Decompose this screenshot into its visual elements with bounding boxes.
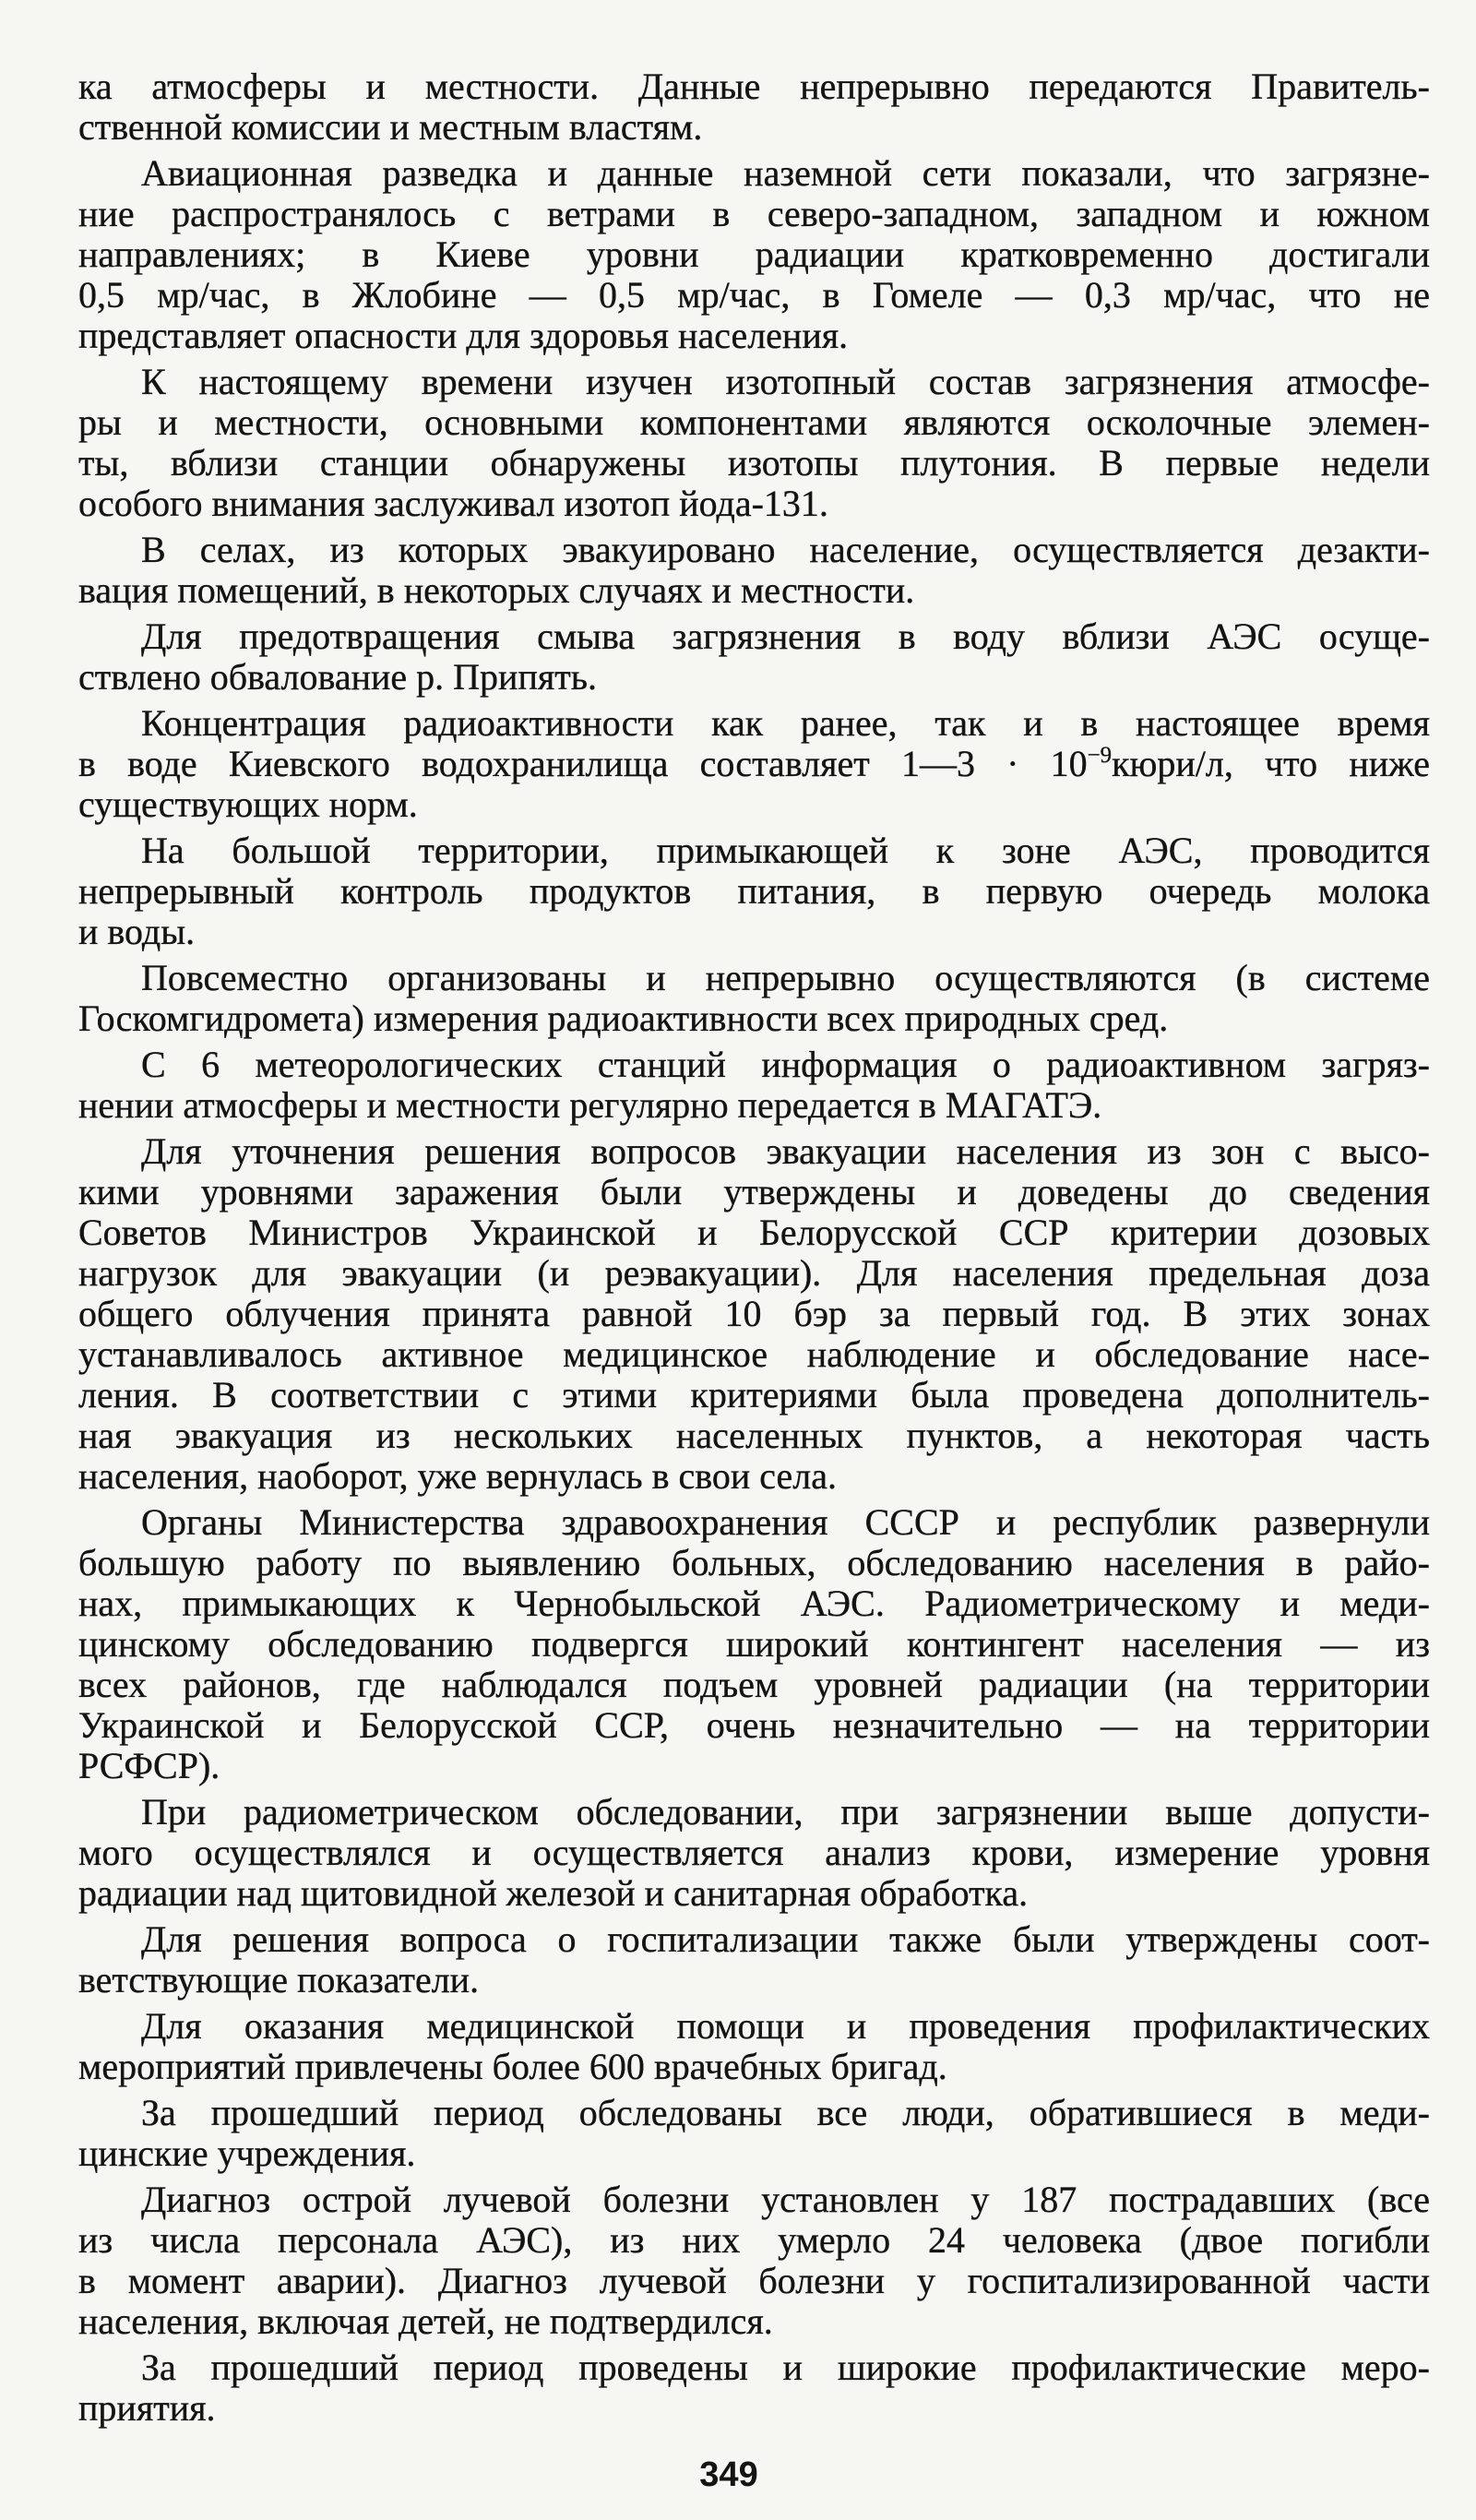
text-line: Диагноз острой лучевой болезни установлен у 187 пострадавших (все xyxy=(141,2179,1430,2220)
text-line: РСФСР). xyxy=(78,1745,220,1786)
text-line: нах, примыкающих к Чернобыльской АЭС. Радиометрическому и меди- xyxy=(78,1582,1430,1624)
paragraph xyxy=(78,830,1430,952)
body-text xyxy=(78,66,1430,2429)
text-line: К настоящему времени изучен изотопный состав загрязнения атмосфе- xyxy=(141,361,1430,402)
text-line: непрерывный контроль продуктов питания, в первую очередь молока xyxy=(78,870,1430,912)
paragraph xyxy=(78,1045,1430,1126)
text-line: В селах, из которых эвакуировано население, осуществляется дезакти- xyxy=(141,529,1430,570)
paragraph xyxy=(78,703,1430,825)
paragraph xyxy=(78,616,1430,698)
text-line: всех районов, где наблюдался подъем уровней радиации (на территории xyxy=(78,1664,1430,1705)
paragraph xyxy=(78,2006,1430,2087)
paragraph xyxy=(78,958,1430,1039)
text-segment: кюри/л, что ниже xyxy=(1112,743,1430,784)
text-line: Авиационная разведка и данные наземной сети показали, что загрязне- xyxy=(141,152,1430,194)
text-line: Для решения вопроса о госпитализации также были утверждены соот- xyxy=(141,1918,1430,1960)
text-line: направлениях; в Киеве уровни радиации кратковременно достигали xyxy=(78,233,1430,275)
text-line: Украинской и Белорусской ССР, очень незначительно — на территории xyxy=(78,1704,1430,1746)
text-line: На большой территории, примыкающей к зоне АЭС, проводится xyxy=(141,830,1430,871)
text-line: Повсеместно организованы и непрерывно осуществляются (в системе xyxy=(141,957,1430,998)
text-line: из числа персонала АЭС), из них умерло 24 человека (двое погибли xyxy=(78,2219,1430,2261)
text-line: 0,5 мр/час, в Жлобине — 0,5 мр/час, в Гомеле — 0,3 мр/час, что не xyxy=(78,274,1430,316)
text-line: мероприятий привлечены более 600 врачебных бригад. xyxy=(78,2046,947,2087)
paragraph xyxy=(78,153,1430,356)
text-line: ная эвакуация из нескольких населенных пунктов, а некоторая часть xyxy=(78,1415,1430,1456)
text-line: устанавливалось активное медицинское наблюдение и обследование насе- xyxy=(78,1333,1430,1375)
text-line: ние распространялось с ветрами в северо-западном, западном и южном xyxy=(78,193,1430,234)
text-line: нении атмосферы и местности регулярно передается в МАГАТЭ. xyxy=(78,1084,1102,1126)
text-line: в момент аварии). Диагноз лучевой болезни у госпитализированной части xyxy=(78,2260,1430,2301)
text-line: общего облучения принята равной 10 бэр за первый год. В этих зонах xyxy=(78,1293,1430,1334)
paragraph xyxy=(78,530,1430,611)
text-line: При радиометрическом обследовании, при загрязнении выше допусти- xyxy=(141,1791,1430,1833)
text-line xyxy=(78,744,1430,784)
paragraph xyxy=(78,1502,1430,1786)
paragraph xyxy=(78,2347,1430,2429)
text-line: За прошедший период обследованы все люди, обратившиеся в меди- xyxy=(141,2092,1430,2133)
paragraph xyxy=(78,1131,1430,1497)
paragraph xyxy=(78,1792,1430,1914)
text-line: Концентрация радиоактивности как ранее, так и в настоящее время xyxy=(141,702,1430,744)
text-line: ствлено обвалование р. Припять. xyxy=(78,656,597,698)
text-line: представляет опасности для здоровья населения. xyxy=(78,315,849,356)
text-line: ственной комиссии и местным властям. xyxy=(78,106,703,148)
text-line: существующих норм. xyxy=(78,783,418,825)
text-line: Для уточнения решения вопросов эвакуации населения из зон с высо- xyxy=(141,1130,1430,1172)
text-line: Советов Министров Украинской и Белорусской ССР критерии дозовых xyxy=(78,1212,1430,1253)
text-line: ты, вблизи станции обнаружены изотопы плутония. В первые недели xyxy=(78,442,1430,484)
text-line: цинскому обследованию подвергся широкий контингент населения — из xyxy=(78,1623,1430,1665)
text-line: Для оказания медицинской помощи и проведения профилактических xyxy=(141,2005,1430,2047)
text-line: большую работу по выявлению больных, обследованию населения в райо- xyxy=(78,1542,1430,1583)
text-line: За прошедший период проведены и широкие профилактические меро- xyxy=(141,2347,1430,2388)
text-line: вация помещений, в некоторых случаях и местности. xyxy=(78,569,915,611)
page-number: 349 xyxy=(699,2455,758,2494)
text-line: населения, включая детей, не подтвердился. xyxy=(78,2300,773,2342)
text-line: и воды. xyxy=(78,911,196,952)
exponent: −9 xyxy=(1087,743,1113,769)
paragraph xyxy=(78,66,1430,148)
text-line: кими уровнями заражения были утверждены и доведены до сведения xyxy=(78,1171,1430,1212)
paragraph xyxy=(78,1919,1430,2000)
text-line: цинские учреждения. xyxy=(78,2132,416,2174)
text-line: Для предотвращения смыва загрязнения в воду вблизи АЭС осуще- xyxy=(141,615,1430,657)
text-line: С 6 метеорологических станций информация о радиоактивном загряз- xyxy=(141,1044,1430,1085)
text-line: приятия. xyxy=(78,2387,216,2429)
paragraph xyxy=(78,2180,1430,2342)
text-line: нагрузок для эвакуации (и реэвакуации). Для населения предельная доза xyxy=(78,1252,1430,1294)
paragraph xyxy=(78,362,1430,524)
text-line: населения, наоборот, уже вернулась в свои села. xyxy=(78,1455,838,1497)
text-line: Органы Министерства здравоохранения СССР и республик развернули xyxy=(141,1501,1430,1543)
text-line: ления. В соответствии с этими критериями была проведена дополнитель- xyxy=(78,1374,1430,1415)
text-line: радиации над щитовидной железой и санитарная обработка. xyxy=(78,1872,1029,1914)
text-line: мого осуществлялся и осуществляется анализ крови, измерение уровня xyxy=(78,1832,1430,1873)
text-line: ка атмосферы и местности. Данные непрерывно передаются Правитель- xyxy=(78,66,1430,107)
text-line: ры и местности, основными компонентами являются осколочные элемен- xyxy=(78,401,1430,443)
text-line: ветствующие показатели. xyxy=(78,1959,480,2000)
text-line: особого внимания заслуживал изотоп йода-131. xyxy=(78,483,828,524)
text-segment: в воде Киевского водохранилища составляет 1—3 · 10 xyxy=(78,743,1088,784)
paragraph xyxy=(78,2093,1430,2174)
text-line: Госкомгидромета) измерения радиоактивности всех природных сред. xyxy=(78,997,1169,1039)
